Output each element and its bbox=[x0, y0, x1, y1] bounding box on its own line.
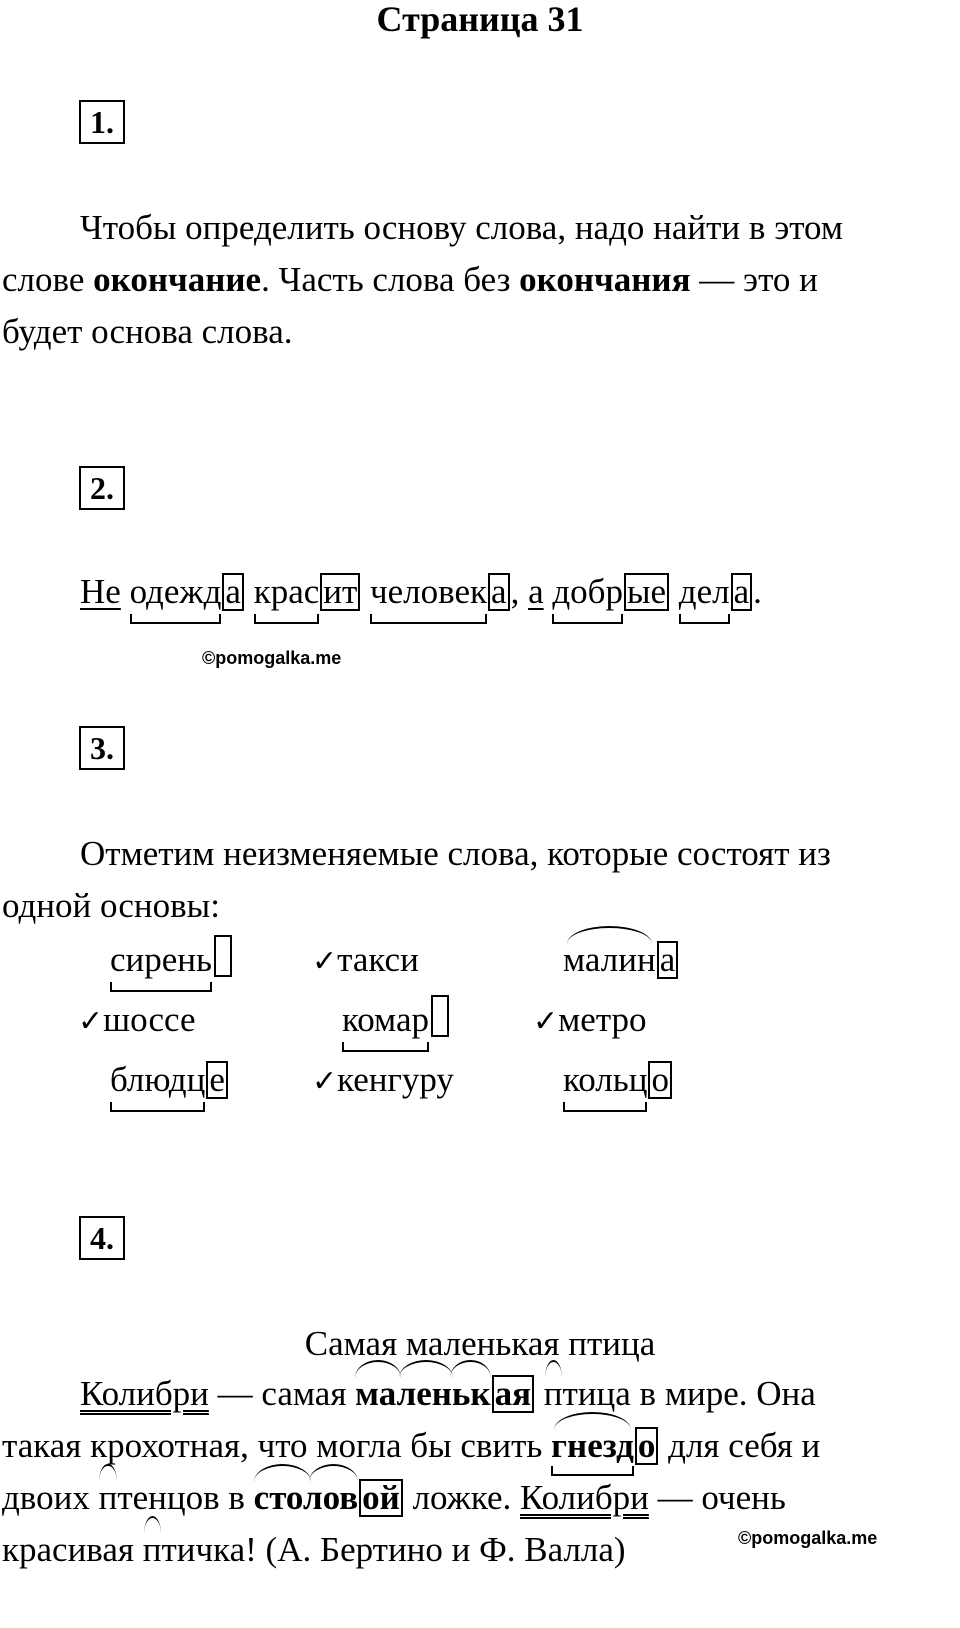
task1-line3: будет основа слова. bbox=[2, 312, 293, 351]
ending-box: а bbox=[488, 573, 510, 611]
ending-box: е bbox=[206, 1061, 228, 1099]
word-stolovoy: столов bbox=[254, 1472, 358, 1524]
text-heading: Самая маленькая птица bbox=[304, 1324, 656, 1363]
ending-box: а bbox=[222, 573, 244, 611]
word-metro: ✓метро bbox=[533, 1000, 647, 1039]
word-ne: Не bbox=[80, 572, 121, 611]
page-title: Страница 31 bbox=[376, 0, 584, 39]
word-kenguru: ✓кенгуру bbox=[312, 1060, 454, 1099]
ending-box: а bbox=[731, 573, 753, 611]
ending-box: о bbox=[635, 1427, 659, 1465]
prefix-p: п bbox=[544, 1368, 563, 1420]
word-malina: малин а bbox=[563, 934, 679, 986]
watermark: ©pomogalka.me bbox=[738, 1528, 878, 1548]
subject-kolibri: Колибри bbox=[80, 1374, 209, 1413]
ending-box: ая bbox=[492, 1375, 534, 1413]
ending-box: ые bbox=[624, 573, 669, 611]
word-dobrye: добр bbox=[552, 566, 623, 618]
task4-line3: двоих п тенцов в столов ой ложке. Колибри — очень bbox=[2, 1472, 786, 1524]
empty-ending-box bbox=[431, 995, 449, 1037]
subject-kolibri: Колибри bbox=[520, 1478, 649, 1517]
word-dela: дел bbox=[679, 566, 730, 618]
task1-line2: слове окончание. Часть слова без окончания — это и bbox=[2, 260, 818, 299]
word-blyudce: блюдц е bbox=[110, 1054, 229, 1106]
word-cheloveka: человек bbox=[370, 566, 487, 618]
task2-sentence: Не одежд а крас ит человек а , а добр ые дел а . bbox=[80, 566, 762, 618]
task1-line1: Чтобы определить основу слова, надо найти в этом bbox=[80, 208, 844, 247]
task-number-4: 4. bbox=[79, 1216, 125, 1260]
watermark: ©pomogalka.me bbox=[202, 648, 342, 668]
task-number-1: 1. bbox=[79, 100, 125, 144]
task-number-3: 3. bbox=[79, 726, 125, 770]
task4-line1: Колибри — самая маленьк ая п тица в мире. Она bbox=[80, 1368, 816, 1420]
task3-line1: Отметим неизменяемые слова, которые состоят из bbox=[80, 834, 831, 873]
task4-line4: красивая п тичка! (А. Бертино и Ф. Валла) bbox=[2, 1524, 626, 1576]
word-a: а bbox=[528, 572, 544, 611]
task-number-2: 2. bbox=[79, 466, 125, 510]
ending-box: ит bbox=[320, 573, 360, 611]
checkmark-icon: ✓ bbox=[533, 1004, 559, 1039]
ending-box: а bbox=[657, 941, 679, 979]
task3-line2: одной основы: bbox=[2, 886, 220, 925]
word-odezhda: одежд bbox=[130, 566, 222, 618]
word-taksi: ✓такси bbox=[312, 940, 419, 979]
word-gnezdo: гнезд bbox=[551, 1420, 634, 1472]
word-komar: комар bbox=[342, 994, 449, 1046]
checkmark-icon: ✓ bbox=[312, 1064, 338, 1099]
prefix-p: п bbox=[99, 1472, 118, 1524]
ending-box: ой bbox=[359, 1479, 403, 1517]
word-krasit: крас bbox=[254, 566, 320, 618]
word-shosse: ✓шоссе bbox=[78, 1000, 196, 1039]
empty-ending-box bbox=[214, 935, 232, 977]
ending-box: о bbox=[648, 1061, 672, 1099]
prefix-p: п bbox=[143, 1524, 162, 1576]
checkmark-icon: ✓ bbox=[78, 1004, 104, 1039]
word-malenkaya: маленьк bbox=[355, 1368, 490, 1420]
task4-line2: такая крохотная, что могла бы свить гнезд о для себя и bbox=[2, 1420, 820, 1472]
word-kolco: кольц о bbox=[563, 1054, 673, 1106]
word-siren: сирень bbox=[110, 934, 232, 986]
checkmark-icon: ✓ bbox=[312, 944, 338, 979]
